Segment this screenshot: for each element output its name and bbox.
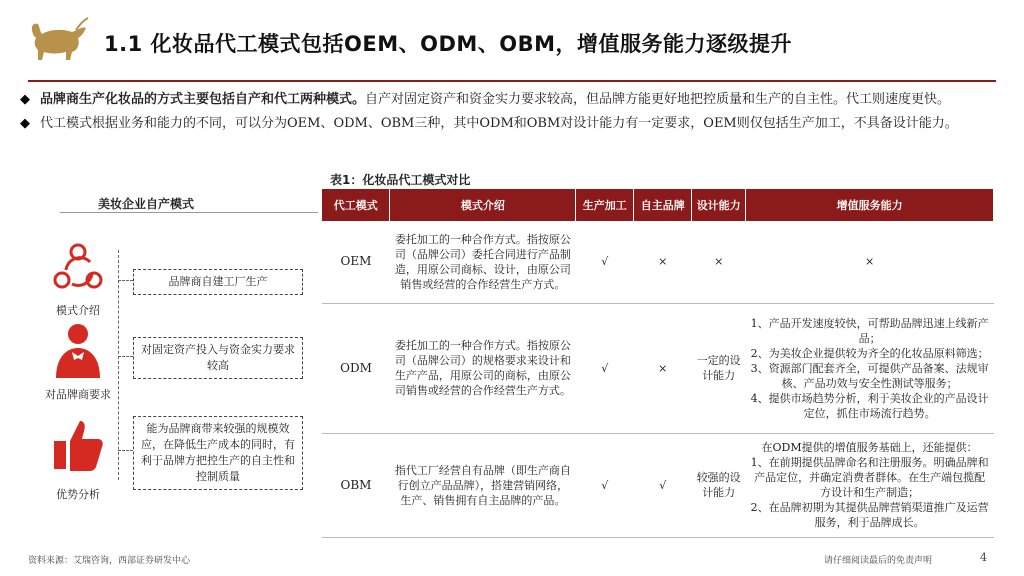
bullet-text: 自产对固定资产和资金实力要求较高，但品牌方能更好地把控质量和生产的自主性。代工则速度更快。 (365, 92, 951, 107)
table-row (322, 221, 994, 303)
info-box: 对固定资产投入与资金实力要求较高 (133, 337, 303, 379)
cycle-icon (48, 240, 108, 300)
production-cell: √ (576, 221, 634, 303)
value-add-cell: 1、产品开发速度较快，可帮助品牌迅速上线新产品； 2、为美妆企业提供较为齐全的化妆品原料筛选； 3、资源部门配套齐全，可提供产品备案、法规审核、产品功效与安全性测试等服务； 4、提供市场趋势分析，利于美妆企业的产品设计定位，抓住市场流行趋势。 (746, 303, 994, 433)
title-divider (28, 80, 996, 82)
info-box: 品牌商自建工厂生产 (133, 269, 303, 295)
info-box: 能为品牌商带来较强的规模效应，在降低生产成本的同时，有利于品牌方把控生产的自主性和控制质量 (133, 416, 303, 490)
page-title: 1.1 化妆品代工模式包括OEM、ODM、OBM，增值服务能力逐级提升 (104, 32, 793, 56)
table-caption: 表1：化妆品代工模式对比 (330, 173, 471, 187)
disclaimer-note: 请仔细阅读最后的免责声明 (824, 556, 933, 566)
own-brand-cell: × (634, 303, 692, 433)
value-add-cell: 在ODM提供的增值服务基础上，还能提供： 1、在前期提供品牌命名和注册服务。明确品牌和产品定位，并确定消费者群体。在生产端包揽配方设计和生产制造； 2、在品牌初期为其提供品牌营销渠道推广及运营服务，利于品牌成长。 (746, 433, 994, 537)
connector-branch (118, 356, 133, 357)
thumbs-up-icon (48, 415, 108, 475)
item-label: 优势分析 (56, 488, 100, 501)
column-header: 增值服务能力 (746, 189, 994, 221)
connector-branch (118, 450, 133, 451)
table-row (322, 303, 994, 433)
design-cell: × (692, 221, 746, 303)
description-cell: 委托加工的一种合作方式。指按原公司（品牌公司）的规格要求来设计和生产产品，用原公司的商标，由原公司销售或经营的合作经营生产方式。 (390, 303, 576, 433)
bullet-item (20, 90, 1010, 110)
left-panel-divider (60, 212, 318, 213)
column-header: 模式介绍 (390, 189, 576, 221)
item-label: 对品牌商要求 (45, 388, 111, 401)
column-header: 自主品牌 (634, 189, 692, 221)
connector-line (118, 250, 119, 480)
production-cell: √ (576, 303, 634, 433)
left-panel-heading: 美妆企业自产模式 (98, 197, 195, 211)
production-cell: √ (576, 433, 634, 537)
bullet-lead: 品牌商生产化妆品的方式主要包括自产和代工两种模式。 (40, 92, 366, 107)
column-header: 设计能力 (692, 189, 746, 221)
model-cell: OBM (322, 433, 390, 537)
item-label: 模式介绍 (56, 304, 100, 317)
comparison-table (322, 189, 994, 538)
column-header: 生产加工 (576, 189, 634, 221)
page-number: 4 (980, 551, 987, 564)
design-cell: 较强的设计能力 (692, 433, 746, 537)
model-cell: ODM (322, 303, 390, 433)
table-row (322, 433, 994, 537)
bull-logo-icon (28, 14, 90, 62)
connector-branch (118, 280, 133, 281)
bullet-text: 代工模式根据业务和能力的不同，可以分为OEM、ODM、OBM三种，其中ODM和OBM对设计能力有一定要求，OEM则仅包括生产加工，不具备设计能力。 (40, 116, 958, 131)
diamond-bullet-icon: ◆ (20, 92, 30, 107)
own-brand-cell: √ (634, 433, 692, 537)
model-cell: OEM (322, 221, 390, 303)
description-cell: 委托加工的一种合作方式。指按原公司（品牌公司）委托合同进行产品制造，用原公司商标、设计，由原公司销售或经营的合作经营生产方式。 (390, 221, 576, 303)
own-brand-cell: × (634, 221, 692, 303)
person-icon (48, 320, 108, 380)
source-note: 资料来源：艾瑞咨询，西部证券研发中心 (28, 556, 191, 566)
column-header: 代工模式 (322, 189, 390, 221)
value-add-cell: × (746, 221, 994, 303)
bullet-list (20, 90, 1010, 138)
description-cell: 指代工厂经营自有品牌（即生产商自行创立产品品牌），搭建营销网络，生产、销售拥有自主品牌的产品。 (390, 433, 576, 537)
diamond-bullet-icon: ◆ (20, 116, 30, 131)
table-header-row (322, 189, 994, 221)
design-cell: 一定的设计能力 (692, 303, 746, 433)
bullet-item (20, 114, 1010, 134)
